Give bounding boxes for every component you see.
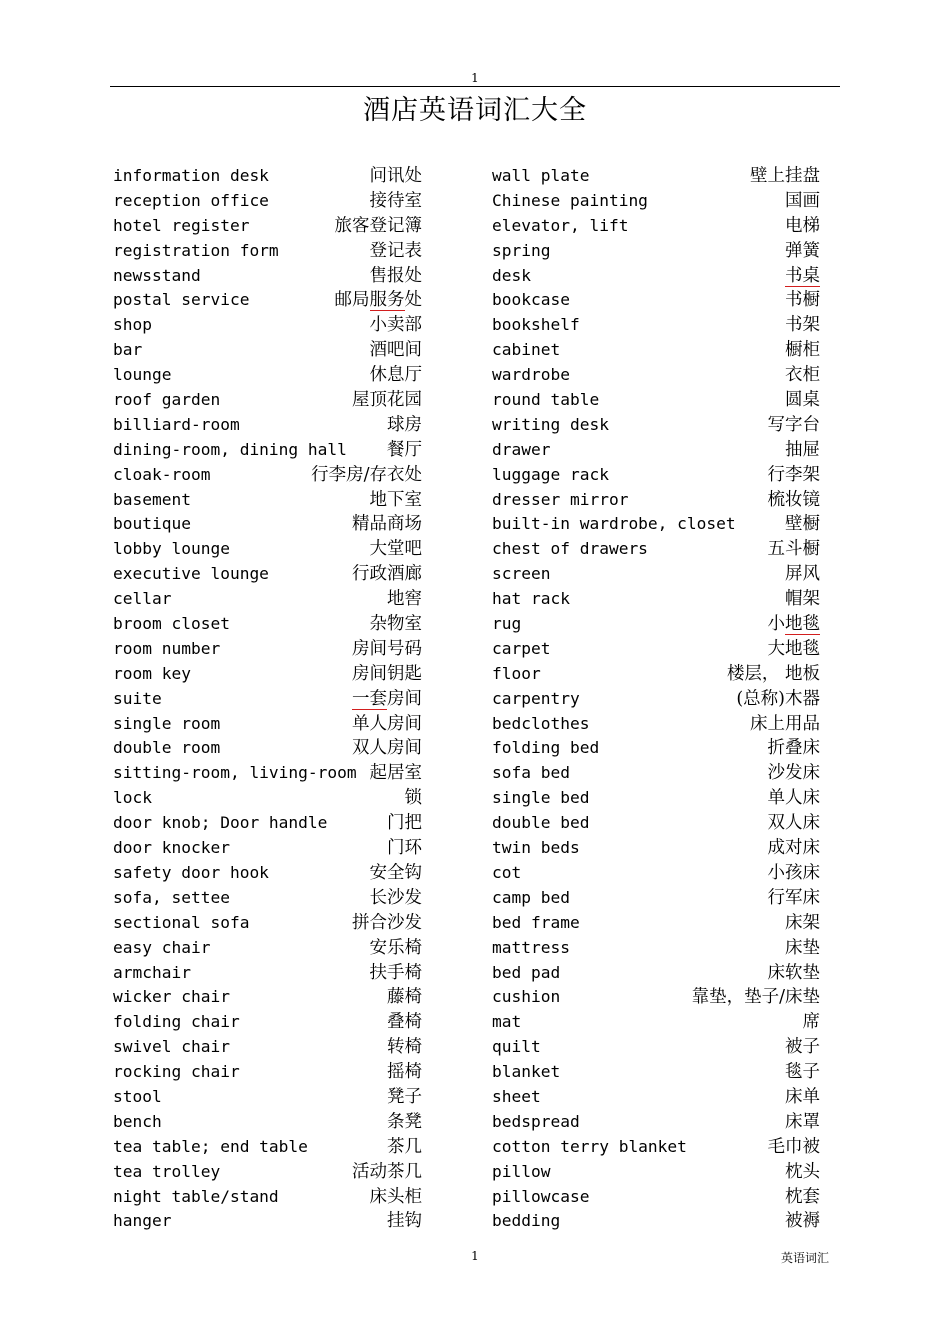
vocab-row (492, 463, 820, 488)
chinese-term: 单人床 (767, 788, 820, 809)
chinese-term: 接待室 (369, 190, 422, 211)
chinese-term: 靠垫，垫子/床垫 (691, 987, 820, 1008)
vocab-row (113, 687, 422, 712)
vocab-row (113, 936, 422, 961)
vocab-row (113, 313, 422, 338)
english-term: bench (113, 1111, 162, 1131)
vocab-row (492, 911, 820, 936)
english-term: boutique (113, 514, 191, 534)
vocab-row (113, 736, 422, 761)
english-term: screen (492, 564, 551, 584)
vocab-row (113, 662, 422, 687)
chinese-term: 床上用品 (750, 713, 820, 734)
english-term: luggage rack (492, 464, 609, 484)
english-term: pillow (492, 1161, 551, 1181)
english-term: sitting-room, living-room (113, 763, 357, 783)
vocab-row (492, 214, 820, 239)
vocab-row (113, 463, 422, 488)
chinese-term: 毯子 (785, 1062, 820, 1083)
english-term: double bed (492, 813, 590, 833)
english-term: mattress (492, 937, 570, 957)
underlined-text: 地毯 (785, 614, 820, 635)
english-term: bedspread (492, 1111, 580, 1131)
vocab-row (113, 1160, 422, 1185)
chinese-term: 床头柜 (369, 1186, 422, 1207)
chinese-term: 枕头 (785, 1161, 820, 1182)
vocab-row (113, 836, 422, 861)
vocab-row (113, 1110, 422, 1135)
chinese-term: 酒吧间 (369, 340, 422, 361)
chinese-term: 小卖部 (369, 315, 422, 336)
english-term: mat (492, 1012, 522, 1032)
chinese-term: 五斗橱 (767, 539, 820, 560)
vocab-row (113, 1085, 422, 1110)
chinese-term: 行李架 (767, 464, 820, 485)
english-term: bed pad (492, 962, 561, 982)
chinese-term: 房间号码 (352, 638, 422, 659)
english-term: blanket (492, 1062, 561, 1082)
chinese-term: 壁上挂盘 (750, 166, 820, 186)
vocab-row (113, 861, 422, 886)
chinese-term: 楼层， 地板 (726, 663, 820, 684)
vocab-row (113, 1035, 422, 1060)
vocab-row (113, 1060, 422, 1085)
vocab-row (492, 961, 820, 986)
english-term: cloak-room (113, 464, 211, 484)
english-term: shop (113, 315, 152, 335)
english-term: broom closet (113, 614, 230, 634)
english-term: rocking chair (113, 1062, 240, 1082)
english-term: tea trolley (113, 1161, 221, 1181)
english-term: door knocker (113, 838, 230, 858)
vocab-row (113, 488, 422, 513)
chinese-term: 毛巾被 (767, 1136, 820, 1157)
english-term: roof garden (113, 390, 221, 410)
chinese-term: 球房 (387, 414, 422, 435)
chinese-term: 杂物室 (369, 614, 422, 635)
chinese-term: 屏风 (785, 564, 820, 585)
english-term: lounge (113, 365, 172, 385)
chinese-term: 单人房间 (352, 713, 422, 734)
chinese-term: 弹簧 (785, 240, 820, 261)
chinese-term: 国画 (785, 190, 820, 211)
english-term: round table (492, 390, 600, 410)
vocab-row (492, 1035, 820, 1060)
vocab-row (113, 214, 422, 239)
english-term: sofa, settee (113, 887, 230, 907)
vocab-row (113, 388, 422, 413)
vocab-row (492, 836, 820, 861)
chinese-term: 橱柜 (785, 340, 820, 361)
vocab-row (113, 562, 422, 587)
english-term: quilt (492, 1037, 541, 1057)
chinese-term: 安全钩 (369, 862, 422, 883)
english-term: writing desk (492, 414, 609, 434)
vocab-row (492, 1060, 820, 1085)
chinese-term: 行政酒廊 (352, 564, 422, 585)
english-term: elevator, lift (492, 215, 629, 235)
chinese-term: 大地毯 (767, 638, 820, 659)
chinese-term: 双人房间 (352, 738, 422, 759)
vocab-row (113, 612, 422, 637)
chinese-term: 床垫 (785, 937, 820, 958)
english-term: suite (113, 688, 162, 708)
english-term: rug (492, 614, 522, 634)
chinese-term: 大堂吧 (369, 539, 422, 560)
chinese-term: 成对床 (767, 838, 820, 859)
chinese-term: 门环 (387, 838, 422, 859)
vocab-row (113, 413, 422, 438)
vocab-row (113, 961, 422, 986)
footer-label: 英语词汇 (780, 1251, 829, 1265)
chinese-term (335, 288, 423, 313)
english-term: cotton terry blanket (492, 1136, 687, 1156)
vocab-row (113, 886, 422, 911)
vocab-row (113, 264, 422, 289)
english-term: wall plate (492, 166, 590, 185)
english-term: hanger (113, 1211, 172, 1231)
vocab-row (113, 338, 422, 363)
chinese-term: 起居室 (369, 763, 422, 784)
vocab-row (492, 712, 820, 737)
english-term: spring (492, 240, 551, 260)
english-term: lock (113, 788, 152, 808)
english-term: bed frame (492, 912, 580, 932)
page-title: 酒店英语词汇大全 (363, 95, 587, 126)
chinese-term: 餐厅 (387, 439, 422, 460)
chinese-term: 沙发床 (767, 763, 820, 784)
english-term: lobby lounge (113, 539, 230, 559)
english-term: built-in wardrobe, closet (492, 514, 736, 534)
vocab-row (113, 239, 422, 264)
english-term: carpet (492, 638, 551, 658)
chinese-term: 壁橱 (785, 514, 820, 535)
english-term: folding chair (113, 1012, 240, 1032)
english-term: basement (113, 489, 191, 509)
english-term: hat rack (492, 589, 570, 609)
english-term: cushion (492, 987, 561, 1007)
vocab-row (492, 164, 820, 189)
vocab-row (492, 488, 820, 513)
english-term: dining-room, dining hall (113, 439, 347, 459)
chinese-term-part: 房间 (387, 688, 422, 709)
english-term: camp bed (492, 887, 570, 907)
chinese-term: 床罩 (785, 1111, 820, 1132)
english-term: reception office (113, 190, 269, 210)
chinese-term: 小孩床 (767, 862, 820, 883)
chinese-term: 行李房/存衣处 (311, 464, 422, 485)
vocab-row (113, 363, 422, 388)
english-term: floor (492, 663, 541, 683)
chinese-term: 房间钥匙 (352, 663, 422, 684)
english-term: swivel chair (113, 1037, 230, 1057)
chinese-term: 床单 (785, 1086, 820, 1107)
vocab-row (113, 164, 422, 189)
vocab-row (113, 637, 422, 662)
english-term: cellar (113, 589, 172, 609)
chinese-term: 圆桌 (785, 390, 820, 411)
chinese-term: 安乐椅 (369, 937, 422, 958)
vocab-row (492, 886, 820, 911)
english-term: room key (113, 663, 191, 683)
chinese-term: 衣柜 (785, 365, 820, 386)
chinese-term: 帽架 (785, 589, 820, 610)
english-term: dresser mirror (492, 489, 629, 509)
chinese-term: 地下室 (369, 489, 422, 510)
chinese-term: 锁 (404, 788, 422, 809)
chinese-term: 长沙发 (369, 887, 422, 908)
english-term: desk (492, 265, 531, 285)
vocab-row (113, 587, 422, 612)
chinese-term: 地窖 (387, 589, 422, 610)
vocab-row (492, 936, 820, 961)
chinese-term: 书橱 (785, 290, 820, 311)
vocab-row (492, 1010, 820, 1035)
chinese-term-part: 邮局 (334, 290, 370, 311)
vocab-row (113, 189, 422, 214)
vocab-row (492, 388, 820, 413)
english-term: drawer (492, 439, 551, 459)
chinese-term: 藤椅 (387, 987, 422, 1008)
chinese-term: 活动茶几 (352, 1161, 422, 1182)
english-term: information desk (113, 166, 269, 185)
vocab-row (492, 637, 820, 662)
chinese-term: 床架 (785, 912, 820, 933)
english-term: single bed (492, 788, 590, 808)
chinese-term: 凳子 (387, 1086, 422, 1107)
vocab-row (113, 288, 422, 313)
chinese-term: 电梯 (785, 215, 820, 236)
chinese-term: 被褥 (785, 1211, 820, 1232)
vocab-row (113, 1010, 422, 1035)
vocab-row (492, 736, 820, 761)
chinese-term (768, 612, 821, 637)
english-term: easy chair (113, 937, 211, 957)
chinese-term-part: 处 (404, 290, 422, 311)
english-term: carpentry (492, 688, 580, 708)
vocab-row (113, 512, 422, 537)
english-term: bedclothes (492, 713, 590, 733)
chinese-term: 行军床 (767, 887, 820, 908)
english-term: double room (113, 738, 221, 758)
vocab-row (113, 1185, 422, 1210)
vocab-row (113, 1135, 422, 1160)
vocab-row (113, 761, 422, 786)
chinese-term: 扶手椅 (369, 962, 422, 983)
english-term: Chinese painting (492, 190, 648, 210)
vocab-row (113, 1209, 422, 1234)
header-rule (110, 86, 840, 87)
vocab-row (492, 612, 820, 637)
vocab-row (113, 985, 422, 1010)
vocab-row (492, 985, 820, 1010)
vocab-row (492, 1185, 820, 1210)
chinese-term: 抽屉 (785, 439, 820, 460)
vocab-row (492, 1085, 820, 1110)
chinese-term: 折叠床 (767, 738, 820, 759)
english-term: executive lounge (113, 564, 269, 584)
vocab-row (492, 363, 820, 388)
chinese-term-part: 小 (767, 614, 785, 635)
chinese-term: 叠椅 (387, 1012, 422, 1033)
english-term: newsstand (113, 265, 201, 285)
english-term: door knob; Door handle (113, 813, 328, 833)
header-page-number: 1 (471, 71, 479, 85)
chinese-term: 书架 (785, 315, 820, 336)
vocab-row (492, 786, 820, 811)
english-term: wicker chair (113, 987, 230, 1007)
english-term: bookshelf (492, 315, 580, 335)
english-term: chest of drawers (492, 539, 648, 559)
underlined-text: 服务 (369, 290, 405, 311)
chinese-term: 摇椅 (387, 1062, 422, 1083)
vocab-row (492, 438, 820, 463)
vocab-row (492, 562, 820, 587)
chinese-term: 休息厅 (369, 365, 422, 386)
vocab-row (113, 712, 422, 737)
chinese-term: 条凳 (387, 1111, 422, 1132)
vocab-row (492, 1160, 820, 1185)
vocab-row (492, 587, 820, 612)
vocab-row (492, 288, 820, 313)
english-term: tea table; end table (113, 1136, 308, 1156)
chinese-term (785, 264, 820, 289)
vocab-row (113, 786, 422, 811)
english-term: folding bed (492, 738, 600, 758)
vocab-row (492, 413, 820, 438)
english-term: pillowcase (492, 1186, 590, 1206)
vocab-row (113, 911, 422, 936)
vocab-row (492, 662, 820, 687)
vocab-row (492, 761, 820, 786)
underlined-text: 书桌 (785, 265, 820, 286)
vocab-row (492, 338, 820, 363)
english-term: wardrobe (492, 365, 570, 385)
english-term: single room (113, 713, 221, 733)
chinese-term: 拼合沙发 (352, 912, 422, 933)
vocab-row (492, 537, 820, 562)
english-term: postal service (113, 290, 250, 310)
vocab-row (492, 811, 820, 836)
english-term: bedding (492, 1211, 561, 1231)
vocab-row (492, 189, 820, 214)
footer-page-number: 1 (471, 1249, 479, 1263)
chinese-term: 茶几 (387, 1136, 422, 1157)
english-term: billiard-room (113, 414, 240, 434)
chinese-term (352, 687, 422, 712)
english-term: armchair (113, 962, 191, 982)
english-term: registration form (113, 240, 279, 260)
vocab-row (492, 313, 820, 338)
chinese-term: 双人床 (767, 813, 820, 834)
vocab-row (113, 438, 422, 463)
english-term: safety door hook (113, 862, 269, 882)
english-term: twin beds (492, 838, 580, 858)
underlined-text: 一套 (352, 688, 387, 709)
vocab-row (492, 1209, 820, 1234)
chinese-term: (总称)木器 (736, 688, 820, 709)
vocab-row (492, 861, 820, 886)
vocab-row (492, 239, 820, 264)
vocab-row (492, 264, 820, 289)
chinese-term: 售报处 (369, 265, 422, 286)
english-term: cabinet (492, 340, 561, 360)
chinese-term: 被子 (785, 1037, 820, 1058)
chinese-term: 精品商场 (352, 514, 422, 535)
english-term: sectional sofa (113, 912, 250, 932)
english-term: sofa bed (492, 763, 570, 783)
chinese-term: 问讯处 (369, 166, 422, 186)
chinese-term: 门把 (387, 813, 422, 834)
chinese-term: 屋顶花园 (352, 390, 422, 411)
chinese-term: 床软垫 (767, 962, 820, 983)
chinese-term: 写字台 (767, 414, 820, 435)
english-term: bookcase (492, 290, 570, 310)
english-term: sheet (492, 1086, 541, 1106)
english-term: night table/stand (113, 1186, 279, 1206)
chinese-term: 登记表 (369, 240, 422, 261)
vocab-row (492, 687, 820, 712)
chinese-term: 梳妆镜 (767, 489, 820, 510)
vocab-row (492, 1135, 820, 1160)
english-term: stool (113, 1086, 162, 1106)
english-term: cot (492, 862, 522, 882)
english-term: room number (113, 638, 221, 658)
english-term: bar (113, 340, 143, 360)
chinese-term: 枕套 (785, 1186, 820, 1207)
chinese-term: 席 (802, 1012, 820, 1033)
english-term: hotel register (113, 215, 250, 235)
vocab-column-right (492, 164, 820, 1234)
vocab-row (492, 512, 820, 537)
chinese-term: 旅客登记簿 (334, 215, 422, 236)
vocab-row (113, 537, 422, 562)
vocab-row (492, 1110, 820, 1135)
vocab-row (113, 811, 422, 836)
chinese-term: 挂钩 (387, 1211, 422, 1232)
vocab-column-left (113, 164, 422, 1234)
chinese-term: 转椅 (387, 1037, 422, 1058)
